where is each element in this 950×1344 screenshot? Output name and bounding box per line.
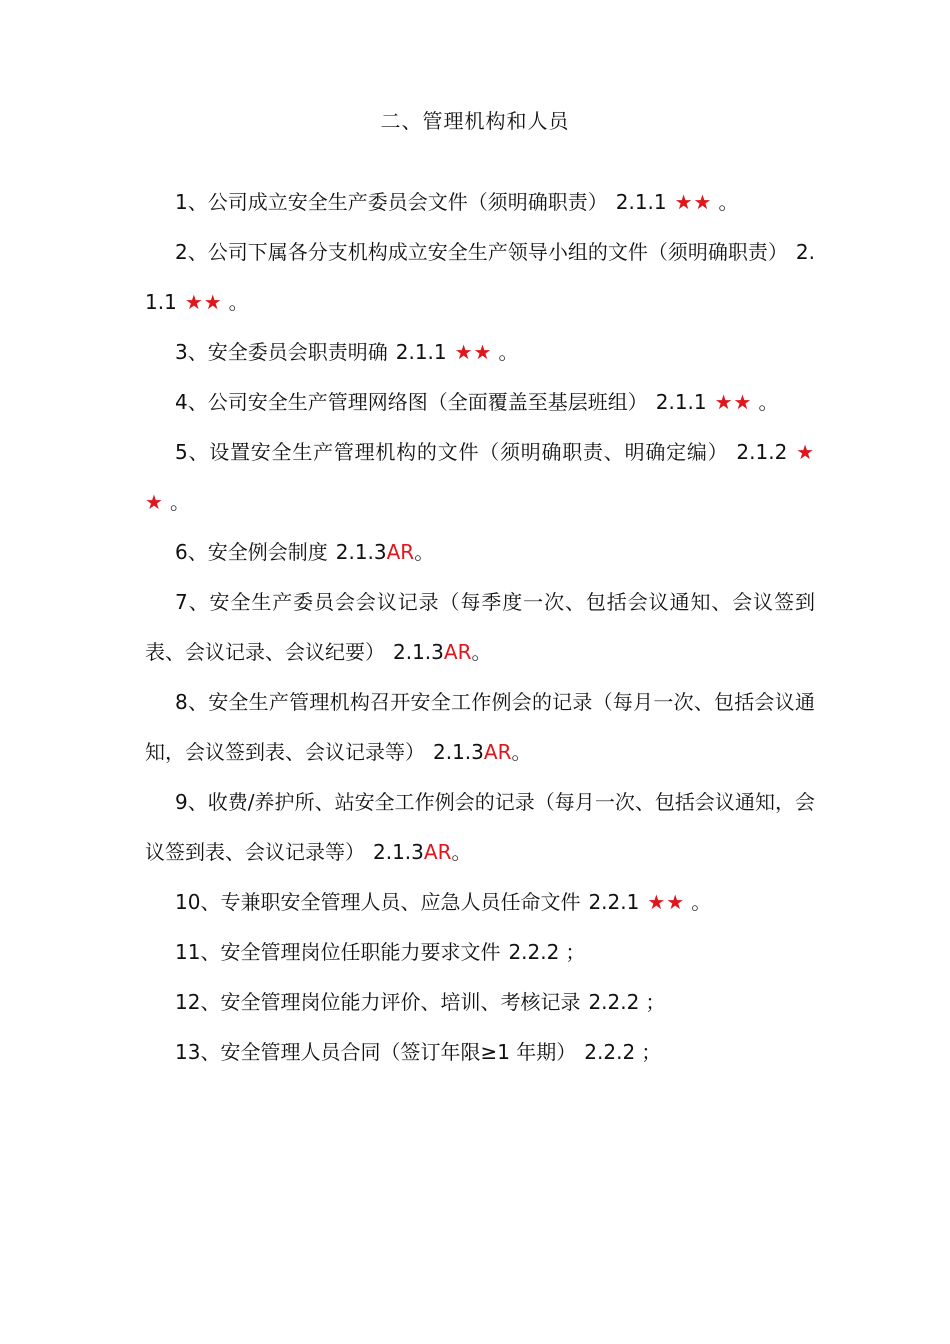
list-item bbox=[145, 177, 815, 227]
document-body bbox=[145, 177, 815, 1077]
item-text: 4、公司安全生产管理网络图（全面覆盖至基层班组） bbox=[175, 390, 648, 414]
item-text: 1、公司成立安全生产委员会文件（须明确职责） bbox=[175, 190, 608, 214]
item-end: 。 bbox=[228, 290, 249, 314]
item-text: 10、专兼职安全管理人员、应急人员任命文件 bbox=[175, 890, 581, 914]
item-text: 12、安全管理岗位能力评价、培训、考核记录 bbox=[175, 990, 581, 1014]
ar-mark: AR bbox=[386, 540, 415, 564]
item-code: 2.1.3 bbox=[433, 740, 484, 764]
item-code: 2.1.2 bbox=[736, 440, 788, 464]
star-rating-icon: ★★ bbox=[714, 390, 753, 414]
item-code: 2.1.1 bbox=[615, 190, 667, 214]
list-item bbox=[145, 427, 815, 527]
star-rating-icon: ★★ bbox=[145, 440, 815, 514]
item-text: 11、安全管理岗位任职能力要求文件 bbox=[175, 940, 501, 964]
list-item bbox=[145, 777, 815, 877]
list-item bbox=[145, 327, 815, 377]
item-text: 13、安全管理人员合同（签订年限≥1 年期） bbox=[175, 1040, 577, 1064]
item-end: 。 bbox=[471, 640, 492, 664]
list-item bbox=[145, 1027, 815, 1077]
star-rating-icon: ★★ bbox=[647, 890, 686, 914]
ar-mark: AR bbox=[443, 640, 472, 664]
list-item bbox=[145, 977, 815, 1027]
list-item bbox=[145, 527, 815, 577]
item-end: 。 bbox=[758, 390, 779, 414]
section-title: 二、管理机构和人员 bbox=[380, 109, 570, 133]
item-code: 2.2.2 bbox=[588, 990, 640, 1014]
ar-mark: AR bbox=[483, 740, 512, 764]
item-text: 9、收费/养护所、站安全工作例会的记录（每月一次、包括会议通知，会议签到表、会议记录等） bbox=[145, 790, 815, 864]
item-code: 2.1.1 bbox=[655, 390, 707, 414]
item-end: 。 bbox=[691, 890, 712, 914]
item-end: 。 bbox=[511, 740, 532, 764]
list-item bbox=[145, 677, 815, 777]
item-text: 3、安全委员会职责明确 bbox=[175, 340, 388, 364]
item-text: 6、安全例会制度 bbox=[175, 540, 328, 564]
list-item bbox=[145, 927, 815, 977]
star-rating-icon: ★★ bbox=[454, 340, 493, 364]
item-code: 2.1.1 bbox=[145, 240, 815, 314]
star-rating-icon: ★★ bbox=[184, 290, 223, 314]
item-end: 。 bbox=[414, 540, 435, 564]
item-text: 2、公司下属各分支机构成立安全生产领导小组的文件（须明确职责） bbox=[175, 240, 788, 264]
item-code: 2.2.1 bbox=[588, 890, 640, 914]
item-text: 8、安全生产管理机构召开安全工作例会的记录（每月一次、包括会议通知，会议签到表、会议记录等） bbox=[145, 690, 815, 764]
item-code: 2.1.3 bbox=[393, 640, 444, 664]
item-text: 5、设置安全生产管理机构的文件（须明确职责、明确定编） bbox=[175, 440, 729, 464]
item-end: ； bbox=[641, 1040, 662, 1064]
item-end: 。 bbox=[451, 840, 472, 864]
ar-mark: AR bbox=[423, 840, 452, 864]
item-code: 2.1.3 bbox=[335, 540, 387, 564]
list-item bbox=[145, 377, 815, 427]
list-item bbox=[145, 227, 815, 327]
item-end: 。 bbox=[718, 190, 739, 214]
item-end: 。 bbox=[169, 490, 190, 514]
list-item bbox=[145, 577, 815, 677]
item-end: 。 bbox=[498, 340, 519, 364]
item-code: 2.1.1 bbox=[395, 340, 447, 364]
item-text: 7、安全生产委员会会议记录（每季度一次、包括会议通知、会议签到表、会议记录、会议纪要） bbox=[145, 590, 815, 664]
item-end: ； bbox=[565, 940, 586, 964]
item-end: ； bbox=[645, 990, 666, 1014]
item-code: 2.2.2 bbox=[584, 1040, 636, 1064]
item-code: 2.2.2 bbox=[508, 940, 560, 964]
list-item bbox=[145, 877, 815, 927]
star-rating-icon: ★★ bbox=[674, 190, 713, 214]
item-code: 2.1.3 bbox=[373, 840, 424, 864]
